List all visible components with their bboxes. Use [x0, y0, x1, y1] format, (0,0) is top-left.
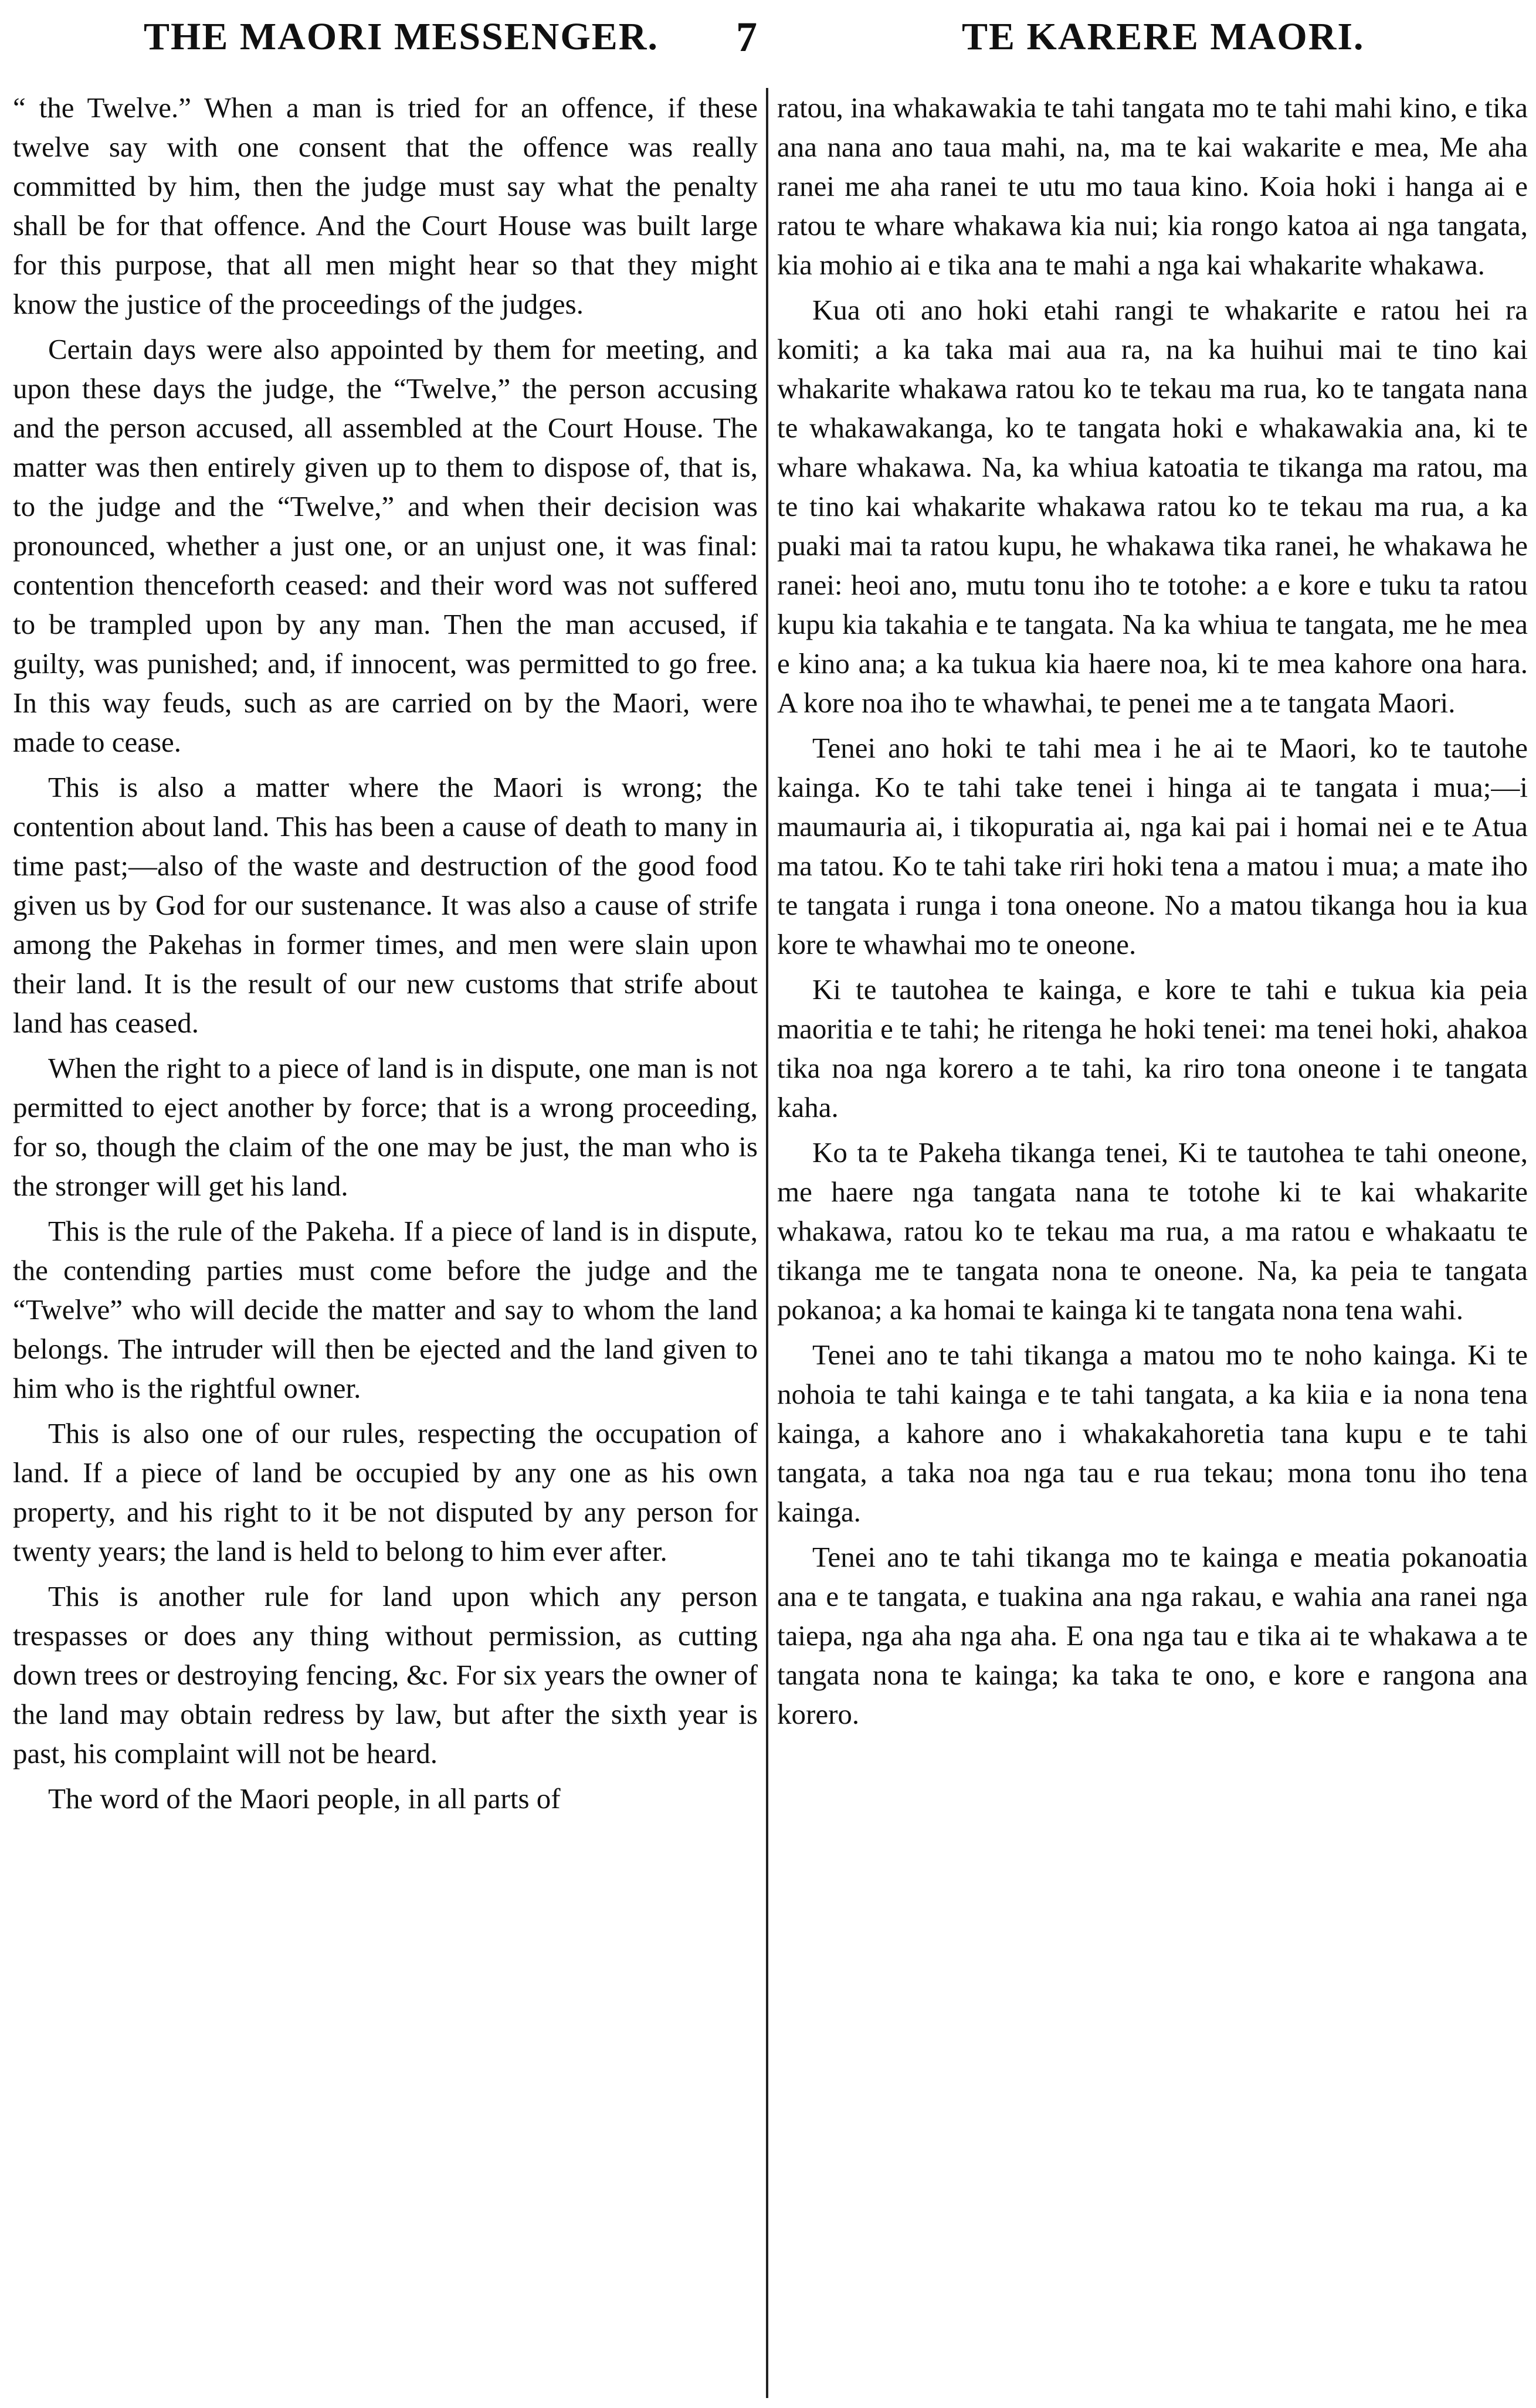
column-divider — [766, 88, 768, 2398]
page-header — [0, 0, 1536, 76]
page-number: 7 — [736, 13, 758, 60]
paragraph: Certain days were also appointed by them for meeting, and upon these days the judge, the “Twelve,” the person accusing and the person accused, all assembled at the Court House. The matter was then entirely given up to them to dispose of, that is, to the judge and the “Twelve,” and when their decision was pronounced, whether a just one, or an unjust one, it was final: contention thenceforth ceased: and their word was not suffered to be trampled upon by any man. Then the man accused, if guilty, was punished; and, if innocent, was permitted to go free. In this way feuds, such as are carried on by the Maori, were made to cease. — [13, 333, 758, 758]
paragraph: This is another rule for land upon which any person trespasses or does any thing without permission, as cutting down trees or destroying fencing, &c. For six years the owner of the land may obtain redress by law, but after the sixth year is past, his complaint will not be heard. — [13, 1580, 758, 1770]
paragraph: Tenei ano te tahi tikanga a matou mo te noho kainga. Ki te nohoia te tahi kainga e te tahi tangata, a ka kiia e ia nona tena kainga, a kahore ano i whakakahoretia tana kupu e te tahi tangata, a taka noa nga tau e rua tekau; mona tonu iho tena kainga. — [777, 1339, 1528, 1528]
paragraph: ratou, ina whakawakia te tahi tangata mo te tahi mahi kino, e tika ana nana ano taua mahi, na, ma te kai wakarite e mea, Me aha ranei me aha ranei te utu mo taua kino. Koia hoki i hanga ai e ratou te whare whakawa kia nui; kia rongo katoa ai nga tangata, kia mohio ai e tika ana te mahi a nga kai whakarite whakawa. — [777, 91, 1528, 281]
paragraph: The word of the Maori people, in all parts of — [48, 1782, 561, 1815]
english-column — [13, 88, 758, 2398]
paragraph: This is also a matter where the Maori is wrong; the contention about land. This has been a cause of death to many in time past;—also of the waste and destruction of the good food given us by God for our sustenance. It was also a cause of strife among the Pakehas in former times, and men were slain upon their land. It is the result of our new customs that strife about land has ceased. — [13, 771, 758, 1039]
paragraph: Ki te tautohea te kainga, e kore te tahi e tukua kia peia maoritia e te tahi; he ritenga he hoki tenei: ma tenei hoki, ahakoa tika noa nga korero a te tahi, ka riro tona oneone i te tangata kaha. — [777, 973, 1528, 1123]
paragraph: Tenei ano te tahi tikanga mo te kainga e meatia pokanoatia ana e te tangata, e tuakina ana nga rakau, e wahia ana ranei nga taiepa, nga aha nga aha. E ona nga tau e tika ai te whakawa a te tangata nona te kainga; ka taka te ono, e kore e rangona ana korero. — [777, 1541, 1528, 1730]
maori-column — [777, 88, 1528, 2398]
paragraph: Ko ta te Pakeha tikanga tenei, Ki te tautohea te tahi oneone, me haere nga tangata nana te totohe ki te kai whakarite whakawa, ratou ko te tekau ma rua, a ma ratou e whakaatu te tikanga me te tangata nona te oneone. Na, ka peia te tangata pokanoa; a ka homai te kainga ki te tangata nona tena wahi. — [777, 1136, 1528, 1326]
english-masthead: THE MAORI MESSENGER. — [144, 15, 659, 58]
paragraph: Tenei ano hoki te tahi mea i he ai te Maori, ko te tautohe kainga. Ko te tahi take tenei i hinga ai te tangata i mua;—i maumauria ai, i tikopuratia ai, nga kai pai i homai nei e te Atua ma tatou. Ko te tahi take riri hoki tena a matou i mua; a mate iho te tangata i runga i tona oneone. No a matou tikanga hou ia kua kore te whawhai mo te oneone. — [777, 732, 1528, 960]
paragraph: This is also one of our rules, respecting the occupation of land. If a piece of land be occupied by any one as his own property, and his right to it be not disputed by any person for twenty years; the land is held to belong to him ever after. — [13, 1417, 758, 1567]
paragraph: Kua oti ano hoki etahi rangi te whakarite e ratou hei ra komiti; a ka taka mai aua ra, na ka huihui mai te tino kai whakarite whakawa ratou ko te tekau ma rua, ko te tangata nana te whakawakanga, ko te tangata hoki e whakawakia ana, ki te whare whakawa. Na, ka whiua katoatia te tikanga ma ratou, ma te tino kai whakarite whakawa ratou ko te tekau ma rua, a ka puaki mai ta ratou kupu, he whakawa tika ranei, he whakawa he ranei: heoi ano, mutu tonu iho te totohe: a e kore e tuku ta ratou kupu kia takahia e te tangata. Na ka whiua te tangata, me he mea e kino ana; a ka tukua kia haere noa, ki te mea kahore ona hara. A kore noa iho te whawhai, te penei me a te tangata Maori. — [777, 294, 1528, 719]
paragraph: This is the rule of the Pakeha. If a piece of land is in dispute, the contending parties must come before the judge and the “Twelve” who will decide the matter and say to whom the land belongs. The intruder will then be ejected and the land given to him who is the rightful owner. — [13, 1215, 758, 1404]
paragraph: “ the Twelve.” When a man is tried for an offence, if these twelve say with one consent that the offence was really committed by him, then the judge must say what the penalty shall be for that offence. And the Court House was built large for this purpose, that all men might hear so that they might know the justice of the proceedings of the judges. — [13, 91, 758, 320]
maori-masthead: TE KARERE MAORI. — [962, 15, 1365, 58]
paragraph: When the right to a piece of land is in dispute, one man is not permitted to eject another by force; that is a wrong proceeding, for so, though the claim of the one may be just, the man who is the stronger will get his land. — [13, 1052, 758, 1202]
